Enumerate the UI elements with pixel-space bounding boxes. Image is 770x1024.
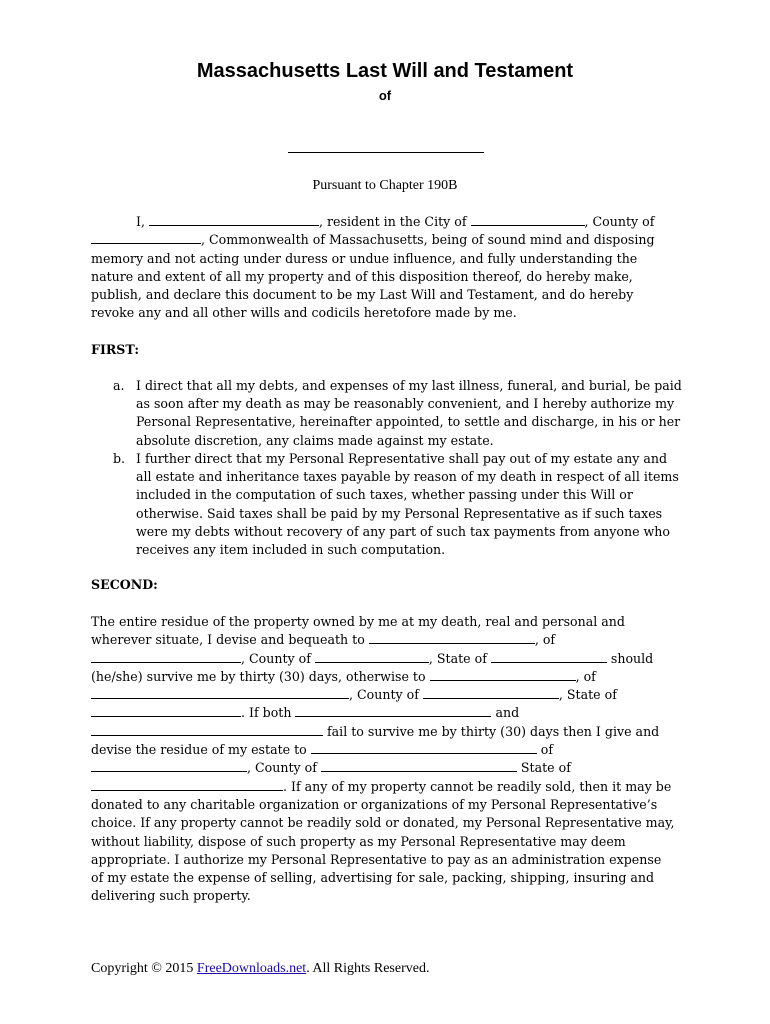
- alternate-city-blank[interactable]: [91, 686, 349, 699]
- city-blank[interactable]: [471, 213, 585, 226]
- pursuant-line: Pursuant to Chapter 190B: [312, 178, 458, 193]
- county-blank[interactable]: [91, 231, 201, 244]
- beneficiary-blank[interactable]: [369, 631, 535, 644]
- name-blank[interactable]: [149, 213, 319, 226]
- beneficiary-city-blank[interactable]: [91, 650, 241, 663]
- item-b-marker: b.: [113, 451, 126, 466]
- residuary-county-blank[interactable]: [321, 759, 517, 772]
- intro-paragraph: I, , resident in the City of , County of , Commonwealth of Massachusetts, being of sound mind and disposing memory and not acting under duress or undue influence, and fully understanding the nature and extent of all my property and of this disposition thereof, do hereby make, publish, and declare this document to be my Last Will and Testament, and do hereby revoke any and all other wills and codicils heretofore made by me.: [91, 214, 655, 321]
- first-heading: FIRST:: [91, 342, 139, 357]
- alternate-state-blank[interactable]: [91, 704, 241, 717]
- residuary-city-blank[interactable]: [91, 759, 247, 772]
- second-survivor-blank[interactable]: [91, 723, 323, 736]
- alternate-beneficiary-blank[interactable]: [430, 668, 576, 681]
- freedownloads-link[interactable]: FreeDownloads.net: [196, 961, 307, 976]
- beneficiary-state-blank[interactable]: [491, 650, 607, 663]
- alternate-county-blank[interactable]: [423, 686, 559, 699]
- testator-name-blank[interactable]: [288, 152, 484, 153]
- residuary-state-blank[interactable]: [91, 778, 283, 791]
- document-page: Massachusetts Last Will and Testament of Pursuant to Chapter 190B I, , resident in the City of , County of , Commonwealth of Massachusetts, being of sound mind and disposing memory and not acting under duress or undue influence, and fully understanding the nature and extent of all my property and of this disposition thereof, do hereby make, publish, and declare this document to be my Last Will and Testament, and do hereby revoke any and all other wills and codicils heretofore made by me. FIRST: a. I direct that all my debts, and expenses of my last illness, funeral, and burial, be paid as soon after my death as may be reasonably convenient, and I hereby authorize my Personal Representative, hereinafter appointed, to settle and discharge, in his or her absolute discretion, any claims made against my estate. b. I further direct that my Personal Representative shall pay out of my estate any and all estate and inheritance taxes payable by reason of my death in respect of all items included in the computation of such taxes, whether passing under this Will or otherwise. Said taxes shall be paid by my Personal Representative as if such taxes were my debts without recovery of any part of such tax payments from anyone who receives any item included in such computation. SECOND: The entire residue of the property owned by me at my death, real and personal and wherever situate, I devise and bequeath to , of , County of , State of should (he/she) survive me by thirty (30) days, otherwise to , of , County of , State of . If both and fail to survive me by thirty (30) days then I give and devise the residue of my estate to of , County of State of . If any of my property cannot be readily sold, then it may be donated to any charitable organization or organizations of my Personal Representative’s choice. If any property cannot be readily sold or donated, my Personal Representative may, without liability, dispose of such property as my Personal Representative may deem appropriate. I authorize my Personal Representative to pay as an administration expense of my estate the expense of selling, advertising for sale, packing, shipping, insuring and delivering such property. Copyright © 2015 FreeDownloads.net. All Rights Reserved.: [0, 0, 770, 1024]
- first-survivor-blank[interactable]: [295, 704, 491, 717]
- residuary-beneficiary-blank[interactable]: [311, 741, 537, 754]
- item-a-marker: a.: [113, 378, 125, 393]
- second-paragraph: The entire residue of the property owned by me at my death, real and personal and wherever situate, I devise and bequeath to , of , County of , State of should (he/she) survive me by thirty (30) days, otherwise to , of , County of , State of . If both and fail to survive me by thirty (30) days then I give and devise the residue of my estate to of , County of State of . If any of my property cannot be readily sold, then it may be donated to any charitable organization or organizations of my Personal Representative’s choice. If any property cannot be readily sold or donated, my Personal Representative may, without liability, dispose of such property as my Personal Representative may deem appropriate. I authorize my Personal Representative to pay as an administration expense of my estate the expense of selling, advertising for sale, packing, shipping, insuring and delivering such property.: [91, 614, 675, 904]
- of-label: of: [378, 88, 392, 103]
- copyright-footer: Copyright © 2015 FreeDownloads.net. All Rights Reserved.: [91, 961, 430, 976]
- document-title: Massachusetts Last Will and Testament: [196, 60, 574, 82]
- beneficiary-county-blank[interactable]: [315, 650, 429, 663]
- second-heading: SECOND:: [91, 577, 158, 592]
